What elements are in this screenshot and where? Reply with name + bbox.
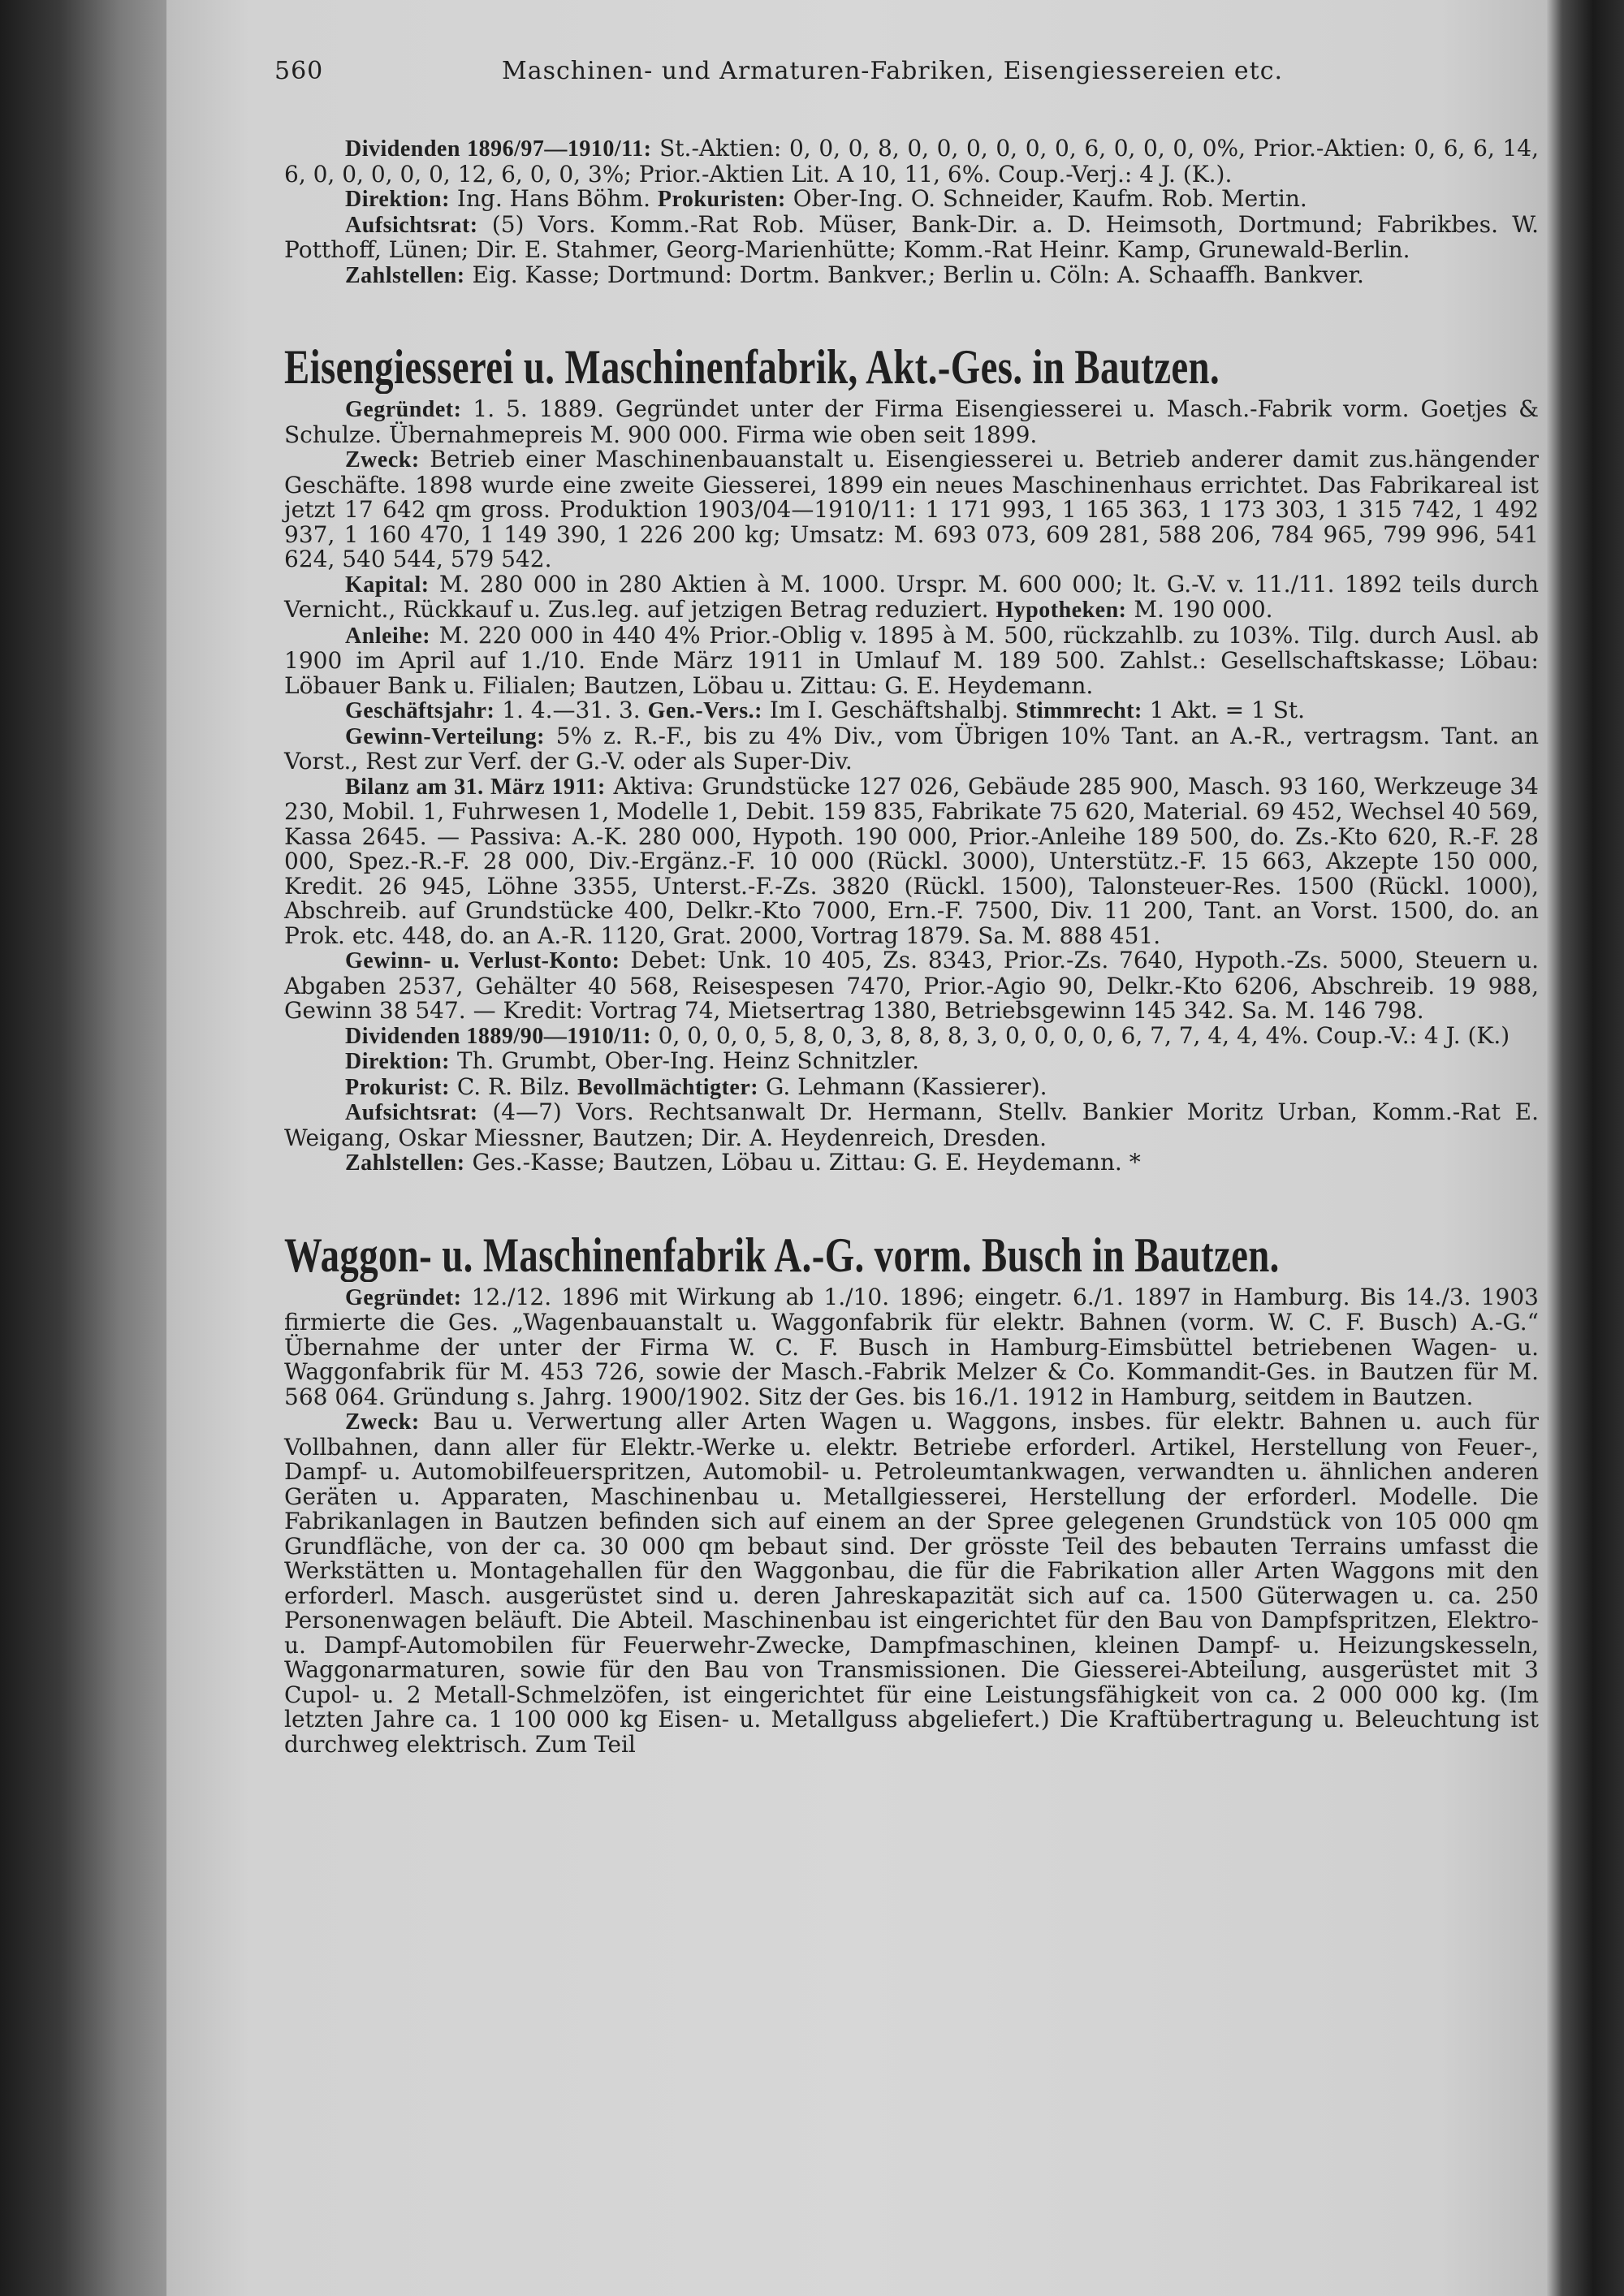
page-number: 560 [274,57,324,85]
bevollmaechtigter-text: G. Lehmann (Kassierer). [758,1072,1047,1100]
direktion-paragraph [284,1049,1539,1075]
gen-vers-text: Im I. Geschäftshalbj. [762,697,1016,723]
company-title: Waggon- u. Maschinenfabrik A.-G. vorm. Busch in Bautzen. [284,1228,1280,1282]
page-shadow-right [1547,0,1624,2296]
dividends-label: Dividenden 1896/97—1910/11: [345,136,652,162]
zahlstellen-text: Ges.-Kasse; Bautzen, Löbau u. Zittau: G. E. Heydemann. * [464,1149,1141,1176]
dividends-text: St.-Aktien: 0, 0, 0, 8, 0, 0, 0, 0, 0, 0, 6, 0, 0, 0, 0%, Prior.-Aktien: 0, 6, 6, 14, 6, 0, 0, 0, 0, 0, 12, 6, 0, 0, 3%; Prior.-Aktien Lit. A 10, 11, 6%. Coup.-Verj.: 4 J. (K.). [284,135,1540,188]
gegruendet-text: 1. 5. 1889. Gegründet unter der Firma Eisengiesserei u. Masch.-Fabrik vorm. Goetjes & Schulze. Übernahmepreis M. 900 000. Firma wie oben seit 1899. [284,395,1539,448]
gegruendet-paragraph [284,1285,1539,1410]
bilanz-paragraph [284,772,1539,949]
gewinn-verteilung-text: 5% z. R.-F., bis zu 4% Div., vom Übrigen 10% Tant. an A.-R., vertragsm. Tant. an Vorst., Rest zur Verf. der G.-V. oder als Super-Div. [284,722,1539,775]
gegruendet-paragraph [284,397,1539,447]
zweck-paragraph [284,1409,1539,1757]
gegruendet-label: Gegründet: [345,397,462,422]
direktion-text: Th. Grumbt, Ober-Ing. Heinz Schnitzler. [449,1047,920,1074]
page-content [274,57,1540,1758]
prokurist-paragraph [284,1072,1539,1101]
direktion-label: Direktion: [345,1049,450,1074]
section-previous-company [284,136,1539,288]
gewinn-verlust-label: Gewinn- u. Verlust-Konto: [345,948,620,973]
bilanz-text: Aktiva: Grundstücke 127 026, Gebäude 285 900, Masch. 93 160, Werkzeuge 34 230, Mobil. 1, Fuhrwesen 1, Modelle 1, Debit. 159 835, Fabrikate 75 620, Material. 69 452, Wechsel 40 569, Kassa 2645. — Passiva: A.-K. 280 000, Hypoth. 190 000, Prior.-Anleihe 189 500, do. Zs.-Kto 620, R.-F. 28 000, Spez.-R.-F. 28 000, Div.-Ergänz.-F. 10 000 (Rückl. 3000), Unterstütz.-F. 15 663, Akzepte 150 000, Kredit. 26 945, Löhne 3355, Unterst.-F.-Zs. 3820 (Rückl. 1500), Talonsteuer-Res. 1500 (Rückl. 1000), Abschreib. auf Grundstücke 400, Delkr.-Kto 7000, Ern.-F. 7500, Div. 11 200, Tant. an Vorst. 1500, do. an Prok. etc. 448, do. an A.-R. 1120, Grat. 2000, Vortrag 1879. Sa. M. 888 451. [284,772,1539,949]
anleihe-label: Anleihe: [345,623,431,649]
direktion-text: Ing. Hans Böhm. [449,185,658,212]
geschaeftsjahr-text: 1. 4.—31. 3. [495,697,648,723]
zweck-label: Zweck: [345,1409,420,1435]
zweck-label: Zweck: [345,447,420,473]
kapital-text: M. 280 000 in 280 Aktien à M. 1000. Urspr. M. 600 000; lt. G.-V. v. 11./11. 1892 teils durch Vernicht., Rückkauf u. Zus.leg. auf jetzigen Betrag reduziert. [284,570,1539,623]
zahlstellen-text: Eig. Kasse; Dortmund: Dortm. Bankver.; Berlin u. Cöln: A. Schaaffh. Bankver. [464,261,1364,288]
management-paragraph [284,187,1539,213]
bilanz-label: Bilanz am 31. März 1911: [345,774,606,800]
gewinn-verteilung-label: Gewinn-Verteilung: [345,723,545,749]
page-shadow-left [0,0,171,2296]
kapital-paragraph [284,572,1539,624]
direktion-label: Direktion: [345,187,450,212]
aufsichtsrat-label: Aufsichtsrat: [345,212,478,238]
zahlstellen-paragraph [284,263,1539,289]
anleihe-paragraph [284,621,1539,699]
dividenden-text: 0, 0, 0, 0, 5, 8, 0, 3, 8, 8, 8, 3, 0, 0, 0, 0, 6, 7, 7, 4, 4, 4%. Coup.-V.: 4 J. (K.) [650,1021,1510,1049]
running-title: Maschinen- und Armaturen-Fabriken, Eisengiessereien etc. [502,57,1284,85]
geschaeftsjahr-paragraph [284,698,1539,724]
prokurist-label: Prokurist: [345,1074,450,1100]
zahlstellen-label: Zahlstellen: [345,262,465,288]
zahlstellen-paragraph [284,1150,1539,1176]
zweck-text: Bau u. Verwertung aller Arten Wagen u. Waggons, insbes. für elektr. Bahnen u. auch für Vollbahnen, dann aller für Elektr.-Werke u. elektr. Betriebe erforderl. Artikel, Herstellung von Feuer-, Dampf- u. Automobilfeuerspritzen, Automobil- u. Petroleumtankwagen, verwandten u. ähnlichen anderen Geräten u. Apparaten, Maschinenbau u. Metallgiesserei, Herstellung der erforderl. Modelle. Die Fabrikanlagen in Bautzen befinden sich auf einem an der Spree gelegenen Grundstück von 105 000 qm Grundfläche, von der ca. 30 000 qm bebaut sind. Der grösste Teil des bebauten Terrains umfasst die Werkstätten u. Montagehallen für den Waggonbau, die für die Fabrikation aller Arten Waggons mit den erforderl. Masch. ausgerüstet sind u. deren Jahreskapazität sich auf ca. 1500 Güterwagen u. ca. 250 Personenwagen beläuft. Die Abteil. Maschinenbau ist eingerichtet für den Bau von Dampfspritzen, Elektro- u. Dampf-Automobilen für Feuerwehr-Zwecke, Dampfmaschinen, kleinen Dampf- u. Heizungskesseln, Waggonarmaturen, sowie für den Bau von Transmissionen. Die Giesserei-Abteilung, ausgerüstet mit 3 Cupol- u. 2 Metall-Schmelzöfen, ist eingerichtet für eine Leistungsfähigkeit von ca. 2 000 000 kg. (Im letzten Jahre ca. 1 100 000 kg Eisen- u. Metallguss abgeliefert.) Die Kraftübertragung u. Beleuchtung ist durchweg elektrisch. Zum Teil [284,1408,1539,1758]
aufsichtsrat-paragraph [284,1100,1539,1150]
section-gap [284,1176,1539,1225]
page-header [274,57,1539,106]
aufsichtsrat-text: (5) Vors. Komm.-Rat Rob. Müser, Bank-Dir. a. D. Heimsoth, Dortmund; Fabrikbes. W. Potthoff, Lünen; Dir. E. Stahmer, Georg-Marienhütte; Komm.-Rat Heinr. Kamp, Grunewald-Berlin. [284,210,1539,263]
section-eisengiesserei-bautzen [284,337,1539,1176]
gegruendet-text: 12./12. 1896 mit Wirkung ab 1./10. 1896; eingetr. 6./1. 1897 in Hamburg. Bis 14./3. 1903 firmierte die Ges. „Wagenbauanstalt u. Waggonfabrik für elektr. Bahnen (vorm. W. C. F. Busch) A.-G.“ Übernahme der unter der Firma W. C. F. Busch in Hamburg-Eimsbüttel betriebenen Wagen- u. Waggonfabrik für M. 453 726, sowie der Masch.-Fabrik Melzer & Co. Kommandit-Ges. in Bautzen für M. 568 064. Gründung s. Jahrg. 1900/1902. Sitz der Ges. bis 16./1. 1912 in Hamburg, seitdem in Bautzen. [284,1283,1539,1410]
aufsichtsrat-text: (4—7) Vors. Rechtsanwalt Dr. Hermann, Stellv. Bankier Moritz Urban, Komm.-Rat E. Weigang, Oskar Miessner, Bautzen; Dir. A. Heydenreich, Dresden. [284,1098,1539,1151]
stimmrecht-label: Stimmrecht: [1015,698,1142,723]
gen-vers-label: Gen.-Vers.: [647,698,762,723]
aufsichtsrat-label: Aufsichtsrat: [345,1100,478,1125]
geschaeftsjahr-label: Geschäftsjahr: [345,698,495,723]
zweck-text: Betrieb einer Maschinenbauanstalt u. Eisengiesserei u. Betrieb anderer damit zus.hängender Geschäfte. 1898 wurde eine zweite Giesserei, 1899 ein neues Maschinenhaus errichtet. Das Fabrikareal ist jetzt 17 642 qm gross. Produktion 1903/04—1910/11: 1 171 993, 1 165 363, 1 173 303, 1 315 742, 1 492 937, 1 160 470, 1 149 390, 1 226 200 kg; Umsatz: M. 693 073, 609 281, 588 206, 784 965, 799 996, 541 624, 540 544, 579 542. [284,446,1539,572]
hypotheken-text: M. 190 000. [1126,596,1273,623]
gegruendet-label: Gegründet: [345,1284,462,1310]
zahlstellen-label: Zahlstellen: [345,1150,465,1176]
hypotheken-label: Hypotheken: [996,598,1127,623]
prokurist-text: C. R. Bilz. [449,1072,577,1100]
stimmrecht-text: 1 Akt. = 1 St. [1142,697,1306,723]
section-waggonfabrik-busch [284,1225,1539,1758]
bevollmaechtigter-label: Bevollmächtigter: [577,1074,759,1100]
anleihe-text: M. 220 000 in 440 4% Prior.-Oblig v. 1895 à M. 500, rückzahlb. zu 103%. Tilg. durch Ausl. ab 1900 im April auf 1./10. Ende März 1911 in Umlauf M. 189 500. Zahlst.: Gesellschaftskasse; Löbau: Löbauer Bank u. Filialen; Bautzen, Löbau u. Zittau: G. E. Heydemann. [284,621,1539,699]
gewinn-verlust-text: Debet: Unk. 10 405, Zs. 8343, Prior.-Zs. 7640, Hypoth.-Zs. 5000, Steuern u. Abgaben 2537, Gehälter 40 568, Reisespesen 7470, Prior.-Agio 90, Delkr.-Kto 6206, Abschreib. 19 988, Gewinn 38 547. — Kredit: Vortrag 74, Mietsertrag 1380, Betriebsgewinn 145 342. Sa. M. 146 798. [284,947,1540,1024]
dividends-paragraph [284,136,1539,187]
aufsichtsrat-paragraph [284,210,1539,263]
gewinn-verteilung-paragraph [284,724,1539,775]
zweck-paragraph [284,447,1539,572]
company-title: Eisengiesserei u. Maschinenfabrik, Akt.-Ges. in Bautzen. [284,340,1220,394]
kapital-label: Kapital: [345,572,430,598]
gewinn-verlust-paragraph [284,948,1539,1024]
dividenden-paragraph [284,1021,1539,1050]
prokuristen-label: Prokuristen: [657,187,786,212]
dividenden-label: Dividenden 1889/90—1910/11: [345,1023,651,1049]
section-gap [284,288,1539,337]
prokuristen-text: Ober-Ing. O. Schneider, Kaufm. Rob. Mertin. [785,185,1307,212]
